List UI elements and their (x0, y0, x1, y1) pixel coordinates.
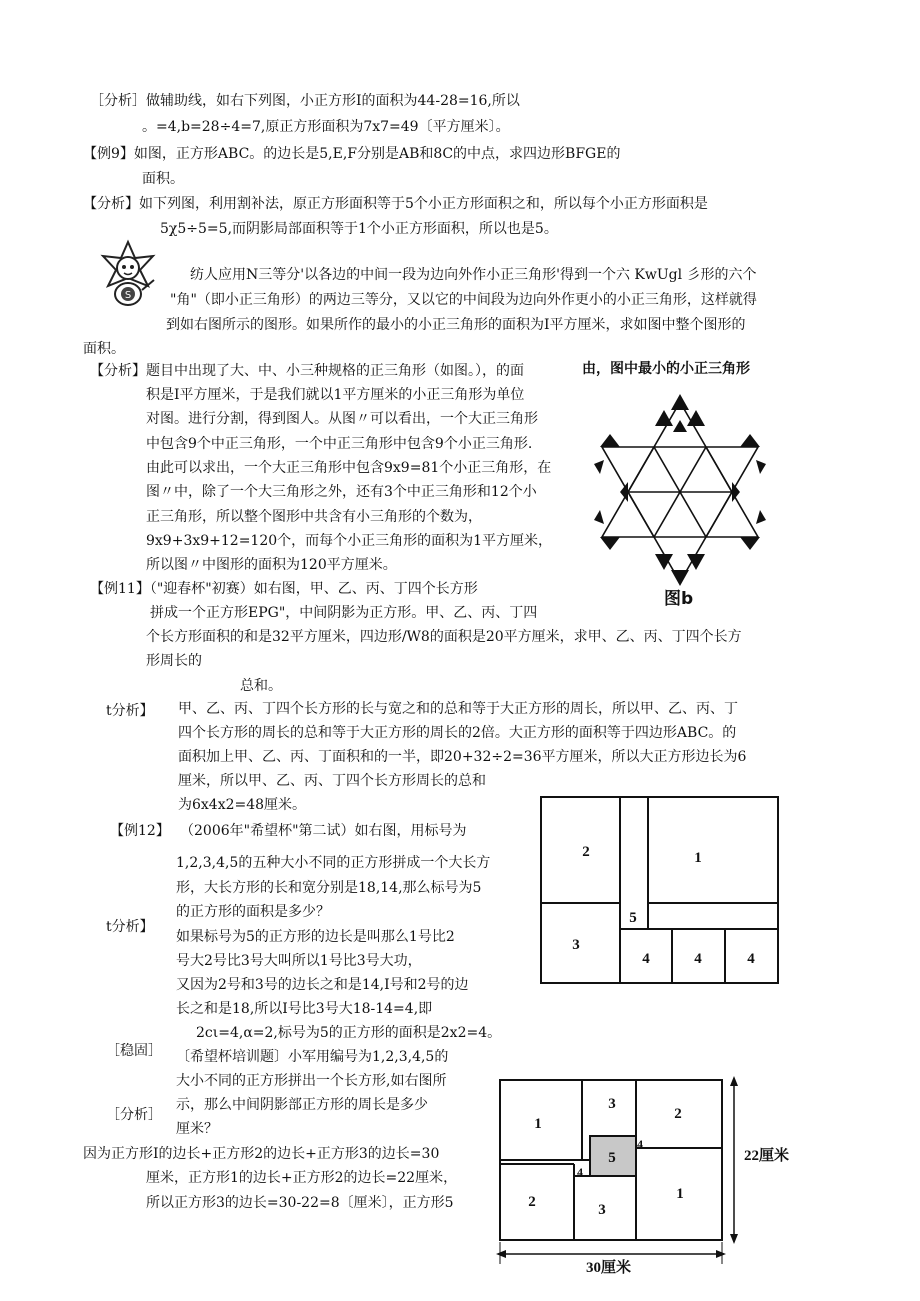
text-line: 甲、乙、丙、丁四个长方形的长与宽之和的总和等于大正方形的周长，所以甲、乙、丙、丁 (178, 701, 738, 717)
square-label: 2 (528, 1194, 536, 1210)
text-line: 9x9+3x9+12=120个，而每个小正三角形的面积为1平方厘米， (146, 533, 553, 549)
text-line: 1,2,3,4,5的五种大小不同的正方形拼成一个大长方 (176, 855, 491, 871)
text-line: 所以正方形3的边长=30-22=8〔厘米〕，正方形5 (146, 1195, 454, 1211)
square-label: 3 (598, 1202, 606, 1218)
height-dimension-label: 22厘米 (744, 1148, 790, 1164)
text-line: 号大2号比3号大叫所以1号比3号大功， (176, 953, 422, 969)
text-line: 为6x4x2=48厘米。 (178, 797, 307, 813)
svg-text:S: S (124, 290, 132, 301)
figure-b-triangle-star (590, 390, 770, 590)
square-label: 2 (674, 1106, 682, 1122)
text-line: 。=4,b=28÷4=7,原正方形面积为7x7=49〔平方厘米〕。 (142, 119, 510, 135)
text-line: 由此可以求出，一个大正三角形中包含9x9=81个小正三角形，在 (146, 460, 552, 476)
square-label: 4 (577, 1165, 583, 1179)
text-line: 【例9】如图，正方形ABC。的边长是5,E,F分别是AB和8C的中点，求四边形BFGE的 (83, 146, 621, 162)
text-line: "角"（即小正三角形）的两边三等分，又以它的中间段为边向外作更小的小正三角形，这样就得 (170, 292, 757, 308)
text-line: 因为正方形I的边长+正方形2的边长+正方形3的边长=30 (83, 1146, 440, 1162)
text-line: 厘米，所以甲、乙、丙、丁四个长方形周长的总和 (178, 773, 486, 789)
text-line: 长之和是18,所以I号比3号大18-14=4,即 (176, 1001, 433, 1017)
text-line: 总和。 (240, 678, 282, 694)
text-line: 面积。 (83, 341, 125, 357)
square-label-shaded: 5 (608, 1150, 616, 1166)
text-line: 【例11】（"迎春杯"初赛）如右图，甲、乙、丙、丁四个长方形 (90, 581, 478, 597)
text-line-label: t分析】 (106, 919, 154, 935)
text-line: 中包含9个中正三角形，一个中正三角形中包含9个小正三角形. (146, 436, 533, 452)
text-line: 四个长方形的周长的总和等于大正方形的周长的2倍。大正方形的面积等于四边形ABC。的 (178, 725, 737, 741)
text-line: 厘米，正方形1的边长+正方形2的边长=22厘米， (146, 1170, 458, 1186)
text-line: 形周长的 (146, 653, 202, 669)
figure-example12-squares (540, 796, 780, 986)
figure-b-caption: 图b (664, 589, 694, 609)
text-line: 【分析】如下列图，利用割补法，原正方形面积等于5个小正方形面积之和，所以每个小正方形面积是 (83, 196, 708, 212)
text-line: 面积加上甲、乙、丙、丁面积和的一半，即20+32÷2=36平方厘米，所以大正方形边长为6 (178, 749, 747, 765)
square-label: 1 (694, 850, 702, 866)
text-line: 个长方形面积的和是32平方厘米，四边形/W8的面积是20平方厘米，求甲、乙、丙、丁四个长方 (146, 629, 742, 645)
square-label: 5 (629, 910, 637, 926)
width-dimension-label: 30厘米 (586, 1260, 632, 1276)
text-line: 面积。 (142, 171, 184, 187)
figure-b-header: 由，图中最小的小正三角形 (582, 361, 750, 377)
text-line: 纺人应用N三等分'以各边的中间一段为边向外作小正三角形'得到一个六 KwUgl 彡形的六个 (190, 267, 757, 283)
text-line-label: ［分析］ (106, 1107, 162, 1123)
text-line: 【分析】题目中出现了大、中、小三种规格的正三角形（如图。），的面 (90, 363, 524, 379)
text-line: 示，那么中间阴影部正方形的周长是多少 (176, 1097, 428, 1113)
text-line: 拼成一个正方形EPG"，中间阴影为正方形。甲、乙、丙、丁四 (150, 605, 538, 621)
text-line: 5χ5÷5=5,而阴影局部面积等于1个小正方形面积，所以也是5。 (160, 221, 558, 237)
text-line: 2cι=4,α=2,标号为5的正方形的面积是2x2=4。 (196, 1025, 502, 1041)
square-label: 4 (642, 951, 650, 967)
text-line: （2006年"希望杯"第二试）如右图，用标号为 (180, 823, 467, 839)
text-line: 正三角形，所以整个图形中共含有小三角形的个数为， (146, 509, 482, 525)
text-line: 如果标号为5的正方形的边长是叫那么1号比2 (176, 929, 455, 945)
text-line: 到如右图所示的图形。如果所作的最小的小正三角形的面积为I平方厘米，求如图中整个图形的 (166, 317, 746, 333)
text-line-label: ［稳固］ (106, 1043, 162, 1059)
square-label: 3 (608, 1096, 616, 1112)
text-line: 积是I平方厘米，于是我们就以1平方厘米的小正三角形为单位 (146, 387, 525, 403)
text-line: 〔希望杯培训题〕小军用编号为1,2,3,4,5的 (176, 1049, 449, 1065)
text-line: 形，大长方形的长和宽分别是18,14,那么标号为5 (176, 880, 482, 896)
square-label: 4 (694, 951, 702, 967)
square-label: 3 (572, 937, 580, 953)
square-label: 1 (676, 1186, 684, 1202)
text-line: 对图。进行分割，得到图人。从图〃可以看出，一个大正三角形 (146, 411, 538, 427)
text-line: 图〃中，除了一个大三角形之外，还有3个中正三角形和12个小 (146, 484, 537, 500)
text-line: 又因为2号和3号的边长之和是14,I号和2号的边 (176, 977, 469, 993)
square-label: 4 (637, 1137, 643, 1151)
square-label: 1 (534, 1116, 542, 1132)
text-line-label: 【例12】 (110, 823, 170, 839)
star-mascot-icon (98, 240, 158, 310)
text-line: 厘米？ (176, 1121, 218, 1137)
text-line: 大小不同的正方形拼出一个长方形,如右图所 (176, 1073, 447, 1089)
text-line: ［分析］做辅助线，如右下列图，小正方形Ⅰ的面积为44-28=16,所以 (90, 93, 520, 109)
text-line-label: t分析】 (106, 703, 154, 719)
text-line: 的正方形的面积是多少？ (176, 904, 330, 920)
figure-workbook-squares (494, 1074, 794, 1274)
square-label: 2 (582, 844, 590, 860)
square-label: 4 (747, 951, 755, 967)
text-line: 所以图〃中图形的面积为120平方厘米。 (146, 557, 397, 573)
